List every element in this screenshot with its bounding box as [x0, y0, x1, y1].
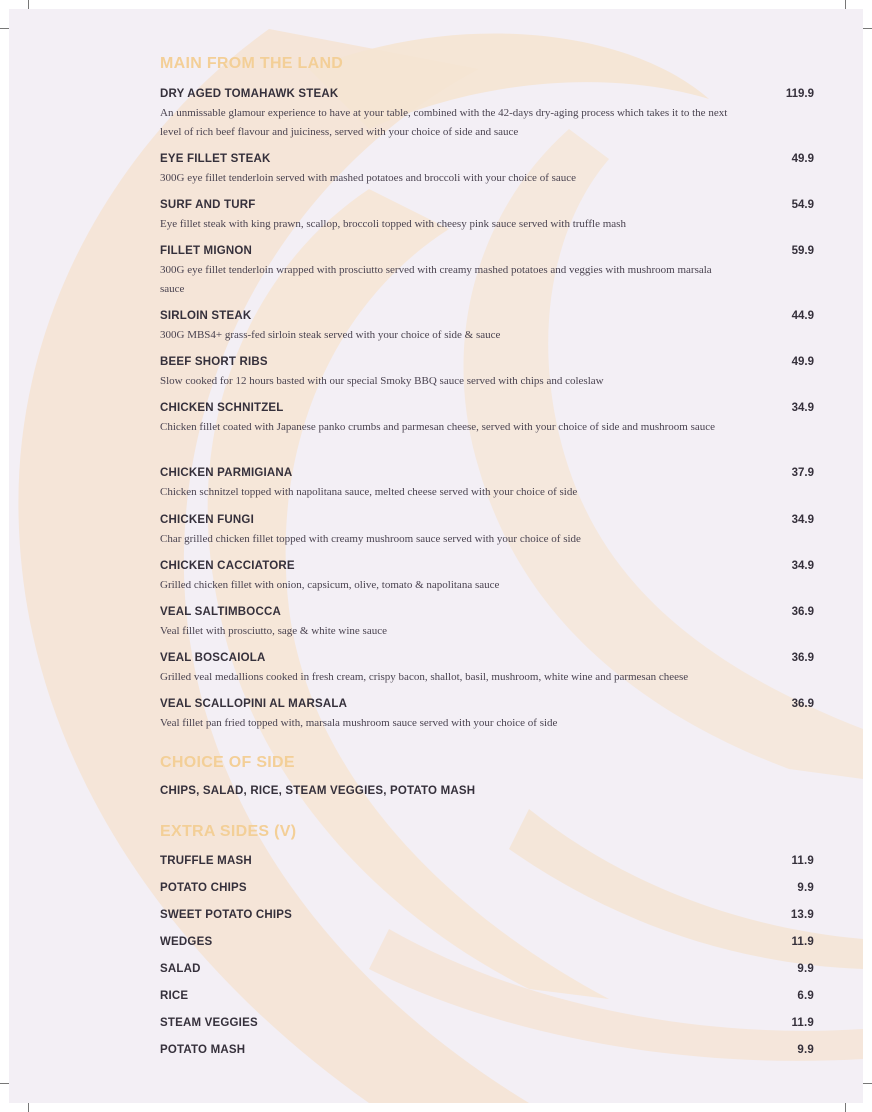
menu-item: [160, 466, 814, 502]
item-price: 54.9: [791, 199, 814, 211]
menu-item: [160, 559, 814, 595]
item-name: VEAL BOSCAIOLA: [160, 652, 266, 664]
menu-item: [160, 401, 814, 437]
extra-price: 9.9: [797, 882, 814, 894]
extra-name: RICE: [160, 990, 189, 1002]
item-name: DRY AGED TOMAHAWK STEAK: [160, 88, 339, 100]
item-description: 300G MBS4+ grass-fed sirloin steak served with your choice of side & sauce: [160, 329, 501, 341]
menu-item: [160, 152, 814, 188]
section-title-extra: EXTRA SIDES (V): [160, 823, 297, 840]
item-price: 59.9: [791, 245, 814, 257]
extra-name: POTATO MASH: [160, 1044, 246, 1056]
menu-content: [160, 9, 814, 1103]
extra-price: 6.9: [797, 990, 814, 1002]
extra-side-item: [160, 935, 814, 949]
item-name: CHICKEN PARMIGIANA: [160, 467, 293, 479]
section-title-side: CHOICE OF SIDE: [160, 754, 295, 771]
extra-price: 9.9: [797, 1044, 814, 1056]
extra-side-item: [160, 962, 814, 976]
extra-side-item: [160, 908, 814, 922]
item-name: SURF AND TURF: [160, 199, 256, 211]
extra-name: SWEET POTATO CHIPS: [160, 909, 293, 921]
item-price: 34.9: [791, 402, 814, 414]
item-description: Char grilled chicken fillet topped with creamy mushroom sauce served with your choice of side: [160, 533, 581, 545]
extra-side-item: [160, 989, 814, 1003]
item-description: Grilled chicken fillet with onion, capsicum, olive, tomato & napolitana sauce: [160, 579, 500, 591]
menu-item: [160, 513, 814, 549]
menu-item: [160, 355, 814, 391]
side-choices: CHIPS, SALAD, RICE, STEAM VEGGIES, POTATO MASH: [160, 785, 476, 797]
item-name: CHICKEN SCHNITZEL: [160, 402, 284, 414]
item-price: 37.9: [791, 467, 814, 479]
item-description: Chicken schnitzel topped with napolitana sauce, melted cheese served with your choice of side: [160, 486, 578, 498]
menu-item: [160, 198, 814, 234]
extra-name: SALAD: [160, 963, 201, 975]
item-name: SIRLOIN STEAK: [160, 310, 252, 322]
section-title-main: MAIN FROM THE LAND: [160, 55, 344, 72]
extra-price: 11.9: [791, 936, 814, 948]
item-description: Chicken fillet coated with Japanese panko crumbs and parmesan cheese, served with your choice of side and mushroom sauce: [160, 421, 716, 433]
item-name: CHICKEN FUNGI: [160, 514, 254, 526]
item-description: Veal fillet pan fried topped with, marsala mushroom sauce served with your choice of side: [160, 717, 558, 729]
item-price: 49.9: [791, 153, 814, 165]
menu-item: [160, 605, 814, 641]
item-description: 300G eye fillet tenderloin wrapped with prosciutto served with creamy mashed potatoes and veggies with mushroom marsala sauce: [160, 264, 712, 295]
item-description: Veal fillet with prosciutto, sage & white wine sauce: [160, 625, 387, 637]
menu-item: [160, 244, 814, 299]
item-description: An unmissable glamour experience to have at your table, combined with the 42-days dry-aging process which takes it to the next level of rich beef flavour and juiciness, served with your choice of side and sauce: [160, 107, 728, 138]
item-description: Slow cooked for 12 hours basted with our special Smoky BBQ sauce served with chips and coleslaw: [160, 375, 604, 387]
menu-item: [160, 651, 814, 687]
extra-name: POTATO CHIPS: [160, 882, 247, 894]
menu-item: [160, 697, 814, 733]
item-price: 119.9: [785, 88, 814, 100]
item-price: 44.9: [791, 310, 814, 322]
menu-item: [160, 87, 814, 142]
item-description: 300G eye fillet tenderloin served with mashed potatoes and broccoli with your choice of sauce: [160, 172, 577, 184]
item-price: 36.9: [791, 652, 814, 664]
extra-price: 9.9: [797, 963, 814, 975]
item-price: 34.9: [791, 560, 814, 572]
extra-side-item: [160, 1016, 814, 1030]
item-price: 36.9: [791, 698, 814, 710]
item-price: 36.9: [791, 606, 814, 618]
item-name: VEAL SCALLOPINI AL MARSALA: [160, 698, 348, 710]
extra-name: TRUFFLE MASH: [160, 855, 252, 867]
item-name: FILLET MIGNON: [160, 245, 253, 257]
menu-item: [160, 309, 814, 345]
extra-side-item: [160, 854, 814, 868]
extra-price: 11.9: [791, 1017, 814, 1029]
extra-name: WEDGES: [160, 936, 213, 948]
extra-price: 11.9: [791, 855, 814, 867]
extra-price: 13.9: [790, 909, 814, 921]
item-description: Grilled veal medallions cooked in fresh cream, crispy bacon, shallot, basil, mushroom, white wine and parmesan cheese: [160, 671, 689, 683]
item-price: 34.9: [791, 514, 814, 526]
item-name: VEAL SALTIMBOCCA: [160, 606, 281, 618]
extra-side-item: [160, 881, 814, 895]
extra-side-item: [160, 1043, 814, 1057]
item-price: 49.9: [791, 356, 814, 368]
item-name: EYE FILLET STEAK: [160, 153, 271, 165]
item-name: CHICKEN CACCIATORE: [160, 560, 295, 572]
item-description: Eye fillet steak with king prawn, scallop, broccoli topped with cheesy pink sauce served with truffle mash: [160, 218, 626, 230]
menu-page: [9, 9, 863, 1103]
item-name: BEEF SHORT RIBS: [160, 356, 268, 368]
extra-name: STEAM VEGGIES: [160, 1017, 258, 1029]
